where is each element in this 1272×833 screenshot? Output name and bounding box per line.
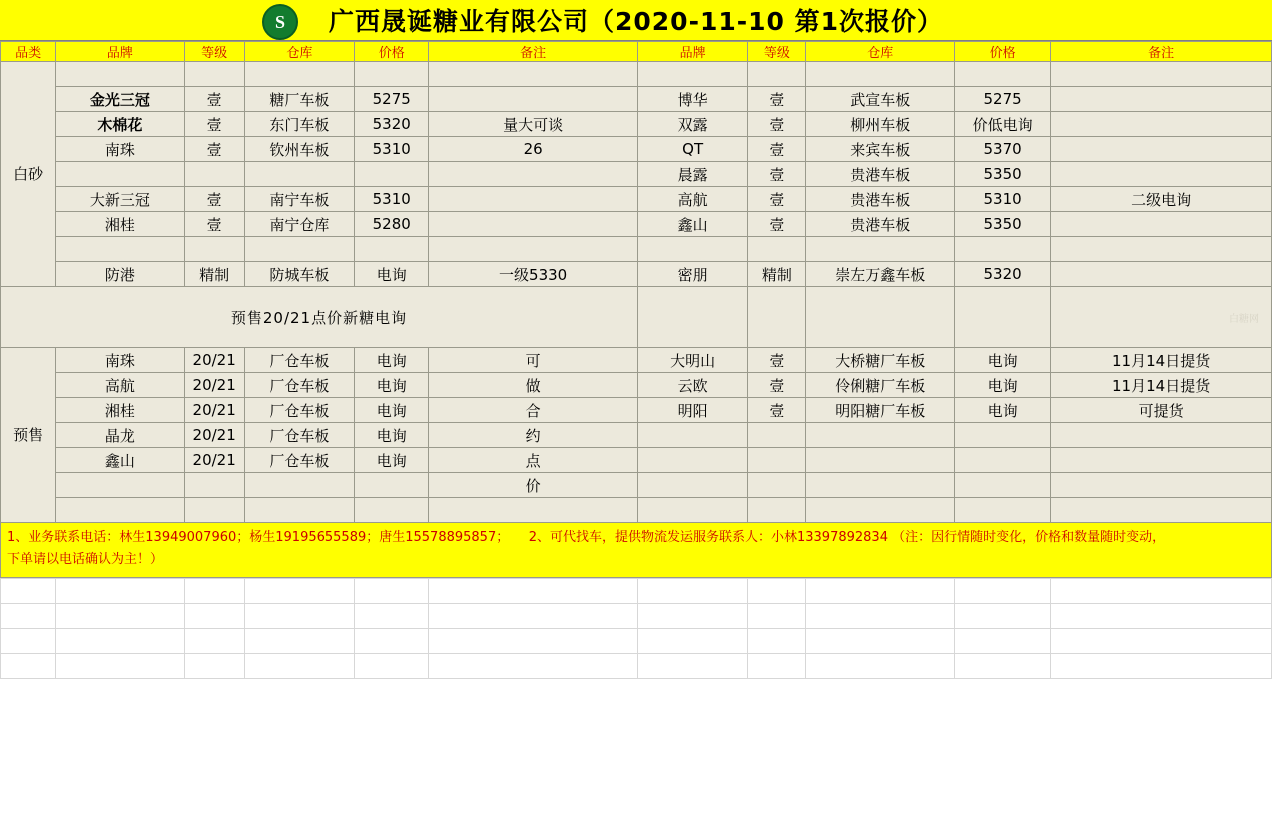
cell-brand [637,448,747,473]
cell-note: 点 [429,448,638,473]
cell-grade [748,473,806,498]
blank-cell [637,629,747,654]
table-row [1,473,1272,498]
cell-grade: 壹 [184,137,244,162]
col-price-left: 价格 [355,42,429,62]
cell-price [954,473,1050,498]
blank-row [1,579,1272,604]
cell-grade: 壹 [184,112,244,137]
blank-cell [56,604,184,629]
category-presale: 预售 [1,348,56,523]
cell-price: 5320 [954,262,1050,287]
blank-cell [355,654,429,679]
cell-grade: 壹 [748,87,806,112]
cell-warehouse: 厂仓车板 [244,373,354,398]
cell-brand: 云欧 [637,373,747,398]
cell-price: 电询 [355,262,429,287]
table-row [1,162,1272,187]
blank-cell [637,579,747,604]
cell-grade: 壹 [184,87,244,112]
table-row [1,423,1272,448]
cell-note [429,62,638,87]
cell-brand: 湘桂 [56,212,184,237]
table-row [1,373,1272,398]
blank-cell [1,579,56,604]
watermark-text: 白糖网 [1229,314,1259,325]
cell-grade [748,423,806,448]
cell-price: 电询 [954,398,1050,423]
cell-note [1051,162,1272,187]
cell-brand: 南珠 [56,348,184,373]
cell-note: 约 [429,423,638,448]
blank-cell [954,579,1050,604]
cell-grade [184,498,244,523]
cell-brand: 木棉花 [56,112,184,137]
cell-grade [748,62,806,87]
cell-price [954,448,1050,473]
cell-brand: 大明山 [637,348,747,373]
table-row [1,87,1272,112]
cell-note: 可 [429,348,638,373]
cell-price [954,498,1050,523]
cell-price [355,237,429,262]
cell-grade [184,473,244,498]
cell-price [355,162,429,187]
cell-note: 量大可谈 [429,112,638,137]
cell-brand: 大新三冠 [56,187,184,212]
cell-note [1051,473,1272,498]
footer-note-line2: 下单请以电话确认为主！） [7,552,164,567]
cell-brand: 明阳 [637,398,747,423]
cell-price [954,423,1050,448]
cell-brand: 南珠 [56,137,184,162]
cell-price [355,62,429,87]
cell-grade [748,237,806,262]
cell-grade: 精制 [184,262,244,287]
cell-warehouse: 贵港车板 [806,162,954,187]
cell-price: 5370 [954,137,1050,162]
cell-grade: 壹 [748,137,806,162]
col-brand-right: 品牌 [637,42,747,62]
cell-grade: 壹 [748,162,806,187]
cell-grade: 壹 [184,212,244,237]
blank-cell [184,579,244,604]
cell-brand: 博华 [637,87,747,112]
cell-price: 电询 [355,348,429,373]
cell-price: 电询 [355,398,429,423]
cell-warehouse [244,498,354,523]
blank-cell [637,654,747,679]
cell-note [1051,62,1272,87]
blank-cell [184,604,244,629]
table-row [1,498,1272,523]
cell-price: 电询 [954,373,1050,398]
cell-note [429,498,638,523]
cell-brand: QT [637,137,747,162]
blank-cell [806,654,954,679]
cell-brand [56,62,184,87]
blank-cell [56,579,184,604]
cell-warehouse: 明阳糖厂车板 [806,398,954,423]
table-row [1,137,1272,162]
blank-cell [56,629,184,654]
cell-grade: 20/21 [184,373,244,398]
cell-grade: 壹 [184,187,244,212]
cell-price: 5275 [355,87,429,112]
cell-warehouse [244,162,354,187]
cell-note [429,187,638,212]
blank-cell [954,629,1050,654]
cell-warehouse: 来宾车板 [806,137,954,162]
cell-brand: 高航 [56,373,184,398]
blank-grid [0,578,1272,679]
category-white-sugar: 白砂 [1,62,56,287]
cell-note [1051,498,1272,523]
cell-grade: 精制 [748,262,806,287]
cell-grade [184,62,244,87]
col-warehouse-left: 仓库 [244,42,354,62]
blank-cell [244,579,354,604]
cell-price: 电询 [355,373,429,398]
cell-grade [748,448,806,473]
cell-brand [637,287,747,348]
blank-cell [748,629,806,654]
cell-price: 5310 [954,187,1050,212]
table-row [1,62,1272,87]
blank-cell [355,579,429,604]
cell-warehouse [806,287,954,348]
blank-cell [637,604,747,629]
cell-warehouse: 贵港车板 [806,212,954,237]
blank-row [1,604,1272,629]
cell-brand: 湘桂 [56,398,184,423]
blank-cell [1051,579,1272,604]
cell-brand [637,62,747,87]
cell-brand: 密朋 [637,262,747,287]
presale-banner: 预售20/21点价新糖电询 [1,287,638,348]
blank-cell [429,604,638,629]
cell-brand: 防港 [56,262,184,287]
cell-note: 价 [429,473,638,498]
cell-grade: 壹 [748,112,806,137]
cell-brand [637,498,747,523]
blank-cell [748,579,806,604]
cell-brand: 金光三冠 [56,87,184,112]
blank-cell [355,629,429,654]
cell-warehouse [806,62,954,87]
cell-note [1051,137,1272,162]
watermark [1051,287,1272,348]
col-category: 品类 [1,42,56,62]
cell-grade: 20/21 [184,448,244,473]
cell-price: 5310 [355,187,429,212]
blank-cell [184,629,244,654]
cell-price [954,287,1050,348]
table-row [1,237,1272,262]
table-row [1,348,1272,373]
cell-grade [748,287,806,348]
cell-price: 5310 [355,137,429,162]
blank-cell [355,604,429,629]
cell-note [1051,112,1272,137]
cell-note: 11月14日提货 [1051,348,1272,373]
cell-note: 11月14日提货 [1051,373,1272,398]
cell-note: 可提货 [1051,398,1272,423]
cell-note [1051,237,1272,262]
company-logo-letter: S [274,11,285,32]
blank-cell [244,629,354,654]
cell-note: 做 [429,373,638,398]
cell-grade: 壹 [748,398,806,423]
cell-warehouse: 南宁仓库 [244,212,354,237]
table-row [1,212,1272,237]
col-warehouse-right: 仓库 [806,42,954,62]
cell-warehouse [806,423,954,448]
cell-warehouse [244,473,354,498]
cell-warehouse: 贵港车板 [806,187,954,212]
blank-cell [806,629,954,654]
cell-brand [637,237,747,262]
cell-grade: 壹 [748,212,806,237]
cell-note: 26 [429,137,638,162]
cell-note [429,87,638,112]
cell-price [954,237,1050,262]
cell-brand: 双露 [637,112,747,137]
cell-brand: 鑫山 [56,448,184,473]
blank-cell [429,629,638,654]
cell-brand [56,162,184,187]
cell-note: 一级5330 [429,262,638,287]
blank-cell [184,654,244,679]
blank-cell [429,654,638,679]
cell-warehouse: 崇左万鑫车板 [806,262,954,287]
presale-banner-row [1,287,1272,348]
blank-cell [1,629,56,654]
cell-note: 合 [429,398,638,423]
cell-warehouse: 厂仓车板 [244,348,354,373]
cell-grade: 20/21 [184,423,244,448]
page-title: 广西晟诞糖业有限公司（2020-11-10 第1次报价） [328,7,943,36]
blank-cell [748,604,806,629]
cell-price [355,473,429,498]
blank-cell [1,654,56,679]
blank-cell [244,604,354,629]
cell-price: 5320 [355,112,429,137]
cell-warehouse: 东门车板 [244,112,354,137]
col-grade-left: 等级 [184,42,244,62]
cell-note [1051,212,1272,237]
cell-grade: 壹 [748,348,806,373]
blank-cell [1,604,56,629]
cell-price: 5350 [954,162,1050,187]
col-price-right: 价格 [954,42,1050,62]
price-table [0,41,1272,523]
blank-cell [748,654,806,679]
cell-price: 5275 [954,87,1050,112]
cell-note [1051,87,1272,112]
company-logo-icon [262,4,298,40]
cell-price: 电询 [954,348,1050,373]
cell-warehouse [244,237,354,262]
cell-warehouse: 柳州车板 [806,112,954,137]
table-row [1,398,1272,423]
cell-note [429,212,638,237]
cell-warehouse: 厂仓车板 [244,448,354,473]
cell-warehouse [806,473,954,498]
cell-warehouse: 厂仓车板 [244,398,354,423]
table-row [1,187,1272,212]
cell-warehouse: 武宣车板 [806,87,954,112]
cell-brand [56,473,184,498]
cell-price: 5280 [355,212,429,237]
cell-price: 电询 [355,448,429,473]
col-grade-right: 等级 [748,42,806,62]
cell-warehouse [244,62,354,87]
cell-grade [748,498,806,523]
blank-row [1,629,1272,654]
cell-warehouse [806,237,954,262]
cell-price [355,498,429,523]
cell-brand: 高航 [637,187,747,212]
blank-cell [806,579,954,604]
table-row [1,448,1272,473]
col-note-left: 备注 [429,42,638,62]
cell-grade: 20/21 [184,398,244,423]
cell-grade: 20/21 [184,348,244,373]
col-note-right: 备注 [1051,42,1272,62]
blank-cell [954,654,1050,679]
cell-note: 二级电询 [1051,187,1272,212]
table-header-row [1,42,1272,62]
table-row [1,262,1272,287]
cell-price: 电询 [355,423,429,448]
blank-row [1,654,1272,679]
cell-note [1051,448,1272,473]
footer-note [0,523,1272,578]
blank-cell [1051,604,1272,629]
cell-warehouse: 厂仓车板 [244,423,354,448]
cell-warehouse: 防城车板 [244,262,354,287]
cell-warehouse: 大桥糖厂车板 [806,348,954,373]
col-brand-left: 品牌 [56,42,184,62]
cell-brand [56,237,184,262]
cell-brand: 晨露 [637,162,747,187]
cell-warehouse [806,448,954,473]
blank-cell [1051,654,1272,679]
cell-warehouse: 糖厂车板 [244,87,354,112]
blank-cell [429,579,638,604]
cell-note [429,237,638,262]
cell-note [1051,423,1272,448]
blank-cell [244,654,354,679]
blank-cell [954,604,1050,629]
cell-brand [637,473,747,498]
cell-brand [637,423,747,448]
cell-price: 5350 [954,212,1050,237]
cell-note [429,162,638,187]
title-bar [0,0,1272,41]
cell-note [1051,262,1272,287]
blank-cell [1051,629,1272,654]
cell-warehouse [806,498,954,523]
cell-price: 价低电询 [954,112,1050,137]
cell-brand: 鑫山 [637,212,747,237]
cell-grade: 壹 [748,373,806,398]
table-row [1,112,1272,137]
footer-note-line1: 1、业务联系电话：林生13949007960；杨生19195655589；唐生15578895857； 2、可代找车，提供物流发运服务联系人：小林13397892834 （注：因行情随时变化，价格和数量随时变动， [7,530,1166,545]
cell-warehouse: 伶俐糖厂车板 [806,373,954,398]
cell-brand: 晶龙 [56,423,184,448]
cell-grade [184,162,244,187]
cell-grade [184,237,244,262]
cell-warehouse: 钦州车板 [244,137,354,162]
blank-cell [806,604,954,629]
blank-cell [56,654,184,679]
cell-grade: 壹 [748,187,806,212]
cell-price [954,62,1050,87]
cell-warehouse: 南宁车板 [244,187,354,212]
cell-brand [56,498,184,523]
